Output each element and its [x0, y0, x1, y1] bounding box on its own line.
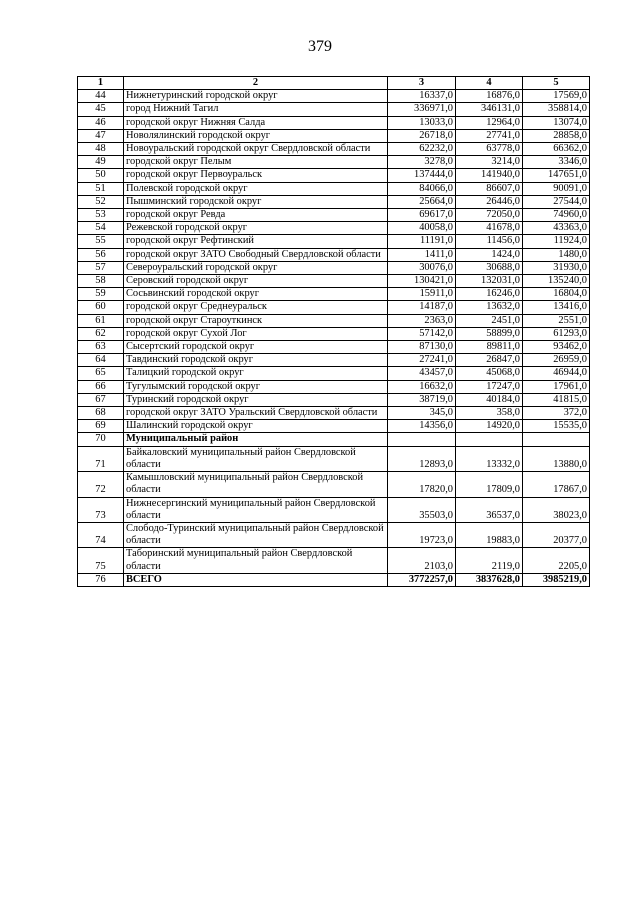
- row-number: 52: [78, 195, 124, 208]
- table-row: [78, 275, 590, 288]
- row-name: Шалинский городской округ: [124, 420, 388, 433]
- row-value-col5: 46944,0: [523, 367, 590, 380]
- row-value-col4: 40184,0: [456, 393, 523, 406]
- row-number: 49: [78, 156, 124, 169]
- row-value-col3: 26718,0: [388, 129, 456, 142]
- row-name: Сысертский городской округ: [124, 341, 388, 354]
- row-value-col4: 58899,0: [456, 327, 523, 340]
- row-value-col4: 26847,0: [456, 354, 523, 367]
- row-number: 67: [78, 393, 124, 406]
- row-number: 66: [78, 380, 124, 393]
- row-value-col3: 57142,0: [388, 327, 456, 340]
- table-row: [78, 367, 590, 380]
- row-value-col4: 3837628,0: [456, 573, 523, 586]
- row-number: 47: [78, 129, 124, 142]
- row-value-col3: 16337,0: [388, 90, 456, 103]
- table-row: [78, 209, 590, 222]
- row-value-col3: 62232,0: [388, 143, 456, 156]
- row-name: городской округ ЗАТО Уральский Свердловской области: [124, 407, 388, 420]
- row-name: Таборинский муниципальный район Свердловской области: [124, 548, 388, 573]
- row-name: городской округ Нижняя Салда: [124, 116, 388, 129]
- row-name: Североуральский городской округ: [124, 261, 388, 274]
- row-value-col4: 16876,0: [456, 90, 523, 103]
- table-row: [78, 143, 590, 156]
- row-name: Сосьвинский городской округ: [124, 288, 388, 301]
- row-value-col4: 14920,0: [456, 420, 523, 433]
- row-value-col5: 15535,0: [523, 420, 590, 433]
- row-value-col5: 2205,0: [523, 548, 590, 573]
- row-value-col3: 2103,0: [388, 548, 456, 573]
- row-value-col4: 13632,0: [456, 301, 523, 314]
- row-value-col4: 2119,0: [456, 548, 523, 573]
- row-value-col5: 28858,0: [523, 129, 590, 142]
- row-name: Серовский городской округ: [124, 275, 388, 288]
- row-number: 58: [78, 275, 124, 288]
- row-value-col4: 11456,0: [456, 235, 523, 248]
- table-row: [78, 573, 590, 586]
- row-value-col3: 3772257,0: [388, 573, 456, 586]
- table-row: [78, 301, 590, 314]
- table-row: [78, 354, 590, 367]
- table-row: [78, 548, 590, 573]
- table-row: [78, 446, 590, 471]
- row-value-col5: 41815,0: [523, 393, 590, 406]
- row-value-col3: 87130,0: [388, 341, 456, 354]
- table-row: [78, 288, 590, 301]
- row-value-col3: 25664,0: [388, 195, 456, 208]
- row-name: ВСЕГО: [124, 573, 388, 586]
- row-value-col3: 84066,0: [388, 182, 456, 195]
- table-row: [78, 327, 590, 340]
- table-row: [78, 261, 590, 274]
- table-row: [78, 433, 590, 446]
- row-value-col4: 30688,0: [456, 261, 523, 274]
- row-name: Нижнесергинский муниципальный район Свердловской области: [124, 497, 388, 522]
- row-number: 53: [78, 209, 124, 222]
- row-number: 65: [78, 367, 124, 380]
- row-value-col5: 93462,0: [523, 341, 590, 354]
- row-value-col4: 3214,0: [456, 156, 523, 169]
- row-number: 76: [78, 573, 124, 586]
- table-row: [78, 248, 590, 261]
- row-value-col5: 13416,0: [523, 301, 590, 314]
- row-value-col4: 2451,0: [456, 314, 523, 327]
- row-value-col5: 13880,0: [523, 446, 590, 471]
- row-number: 44: [78, 90, 124, 103]
- row-number: 75: [78, 548, 124, 573]
- row-value-col5: 2551,0: [523, 314, 590, 327]
- table-row: [78, 116, 590, 129]
- row-value-col4: 45068,0: [456, 367, 523, 380]
- row-value-col4: 132031,0: [456, 275, 523, 288]
- row-value-col5: 358814,0: [523, 103, 590, 116]
- row-value-col3: 13033,0: [388, 116, 456, 129]
- row-name: Новоуральский городской округ Свердловской области: [124, 143, 388, 156]
- row-value-col4: [456, 433, 523, 446]
- table-row: [78, 156, 590, 169]
- column-header: 4: [456, 77, 523, 90]
- row-value-col4: 17809,0: [456, 472, 523, 497]
- row-name: Пышминский городской округ: [124, 195, 388, 208]
- row-value-col3: 345,0: [388, 407, 456, 420]
- row-name: Тугулымский городской округ: [124, 380, 388, 393]
- table-row: [78, 472, 590, 497]
- row-value-col5: 147651,0: [523, 169, 590, 182]
- row-value-col3: 130421,0: [388, 275, 456, 288]
- row-value-col5: 135240,0: [523, 275, 590, 288]
- row-value-col5: 31930,0: [523, 261, 590, 274]
- row-number: 69: [78, 420, 124, 433]
- column-header: 5: [523, 77, 590, 90]
- row-value-col4: 13332,0: [456, 446, 523, 471]
- row-value-col3: 2363,0: [388, 314, 456, 327]
- row-name: Новолялинский городской округ: [124, 129, 388, 142]
- table-row: [78, 497, 590, 522]
- row-number: 57: [78, 261, 124, 274]
- row-value-col3: 43457,0: [388, 367, 456, 380]
- row-value-col5: 17569,0: [523, 90, 590, 103]
- row-value-col4: 89811,0: [456, 341, 523, 354]
- row-name: Тавдинский городской округ: [124, 354, 388, 367]
- row-value-col4: 63778,0: [456, 143, 523, 156]
- table-row: [78, 314, 590, 327]
- row-name: городской округ Староуткинск: [124, 314, 388, 327]
- column-header: 1: [78, 77, 124, 90]
- row-value-col3: 27241,0: [388, 354, 456, 367]
- table-row: [78, 407, 590, 420]
- row-value-col5: 16804,0: [523, 288, 590, 301]
- data-table: [77, 76, 590, 587]
- table-row: [78, 420, 590, 433]
- row-value-col3: 3278,0: [388, 156, 456, 169]
- row-name: городской округ Пелым: [124, 156, 388, 169]
- row-value-col4: 86607,0: [456, 182, 523, 195]
- row-value-col4: 27741,0: [456, 129, 523, 142]
- row-value-col5: 74960,0: [523, 209, 590, 222]
- row-name: Талицкий городской округ: [124, 367, 388, 380]
- row-value-col4: 1424,0: [456, 248, 523, 261]
- row-number: 51: [78, 182, 124, 195]
- row-value-col5: 26959,0: [523, 354, 590, 367]
- row-value-col5: 1480,0: [523, 248, 590, 261]
- table-row: [78, 235, 590, 248]
- table-row: [78, 90, 590, 103]
- row-name: город Нижний Тагил: [124, 103, 388, 116]
- row-value-col5: 13074,0: [523, 116, 590, 129]
- row-number: 73: [78, 497, 124, 522]
- row-number: 59: [78, 288, 124, 301]
- row-number: 46: [78, 116, 124, 129]
- table-row: [78, 103, 590, 116]
- table-row: [78, 129, 590, 142]
- table-row: [78, 522, 590, 547]
- row-name: городской округ Ревда: [124, 209, 388, 222]
- row-value-col3: 38719,0: [388, 393, 456, 406]
- row-value-col5: 372,0: [523, 407, 590, 420]
- row-name: Туринский городской округ: [124, 393, 388, 406]
- row-value-col3: 137444,0: [388, 169, 456, 182]
- row-name: городской округ Среднеуральск: [124, 301, 388, 314]
- row-value-col3: 14356,0: [388, 420, 456, 433]
- table-row: [78, 182, 590, 195]
- row-value-col3: 11191,0: [388, 235, 456, 248]
- row-value-col3: [388, 433, 456, 446]
- row-number: 72: [78, 472, 124, 497]
- row-value-col5: 66362,0: [523, 143, 590, 156]
- column-header: 2: [124, 77, 388, 90]
- row-value-col3: 15911,0: [388, 288, 456, 301]
- column-header: 3: [388, 77, 456, 90]
- row-value-col3: 17820,0: [388, 472, 456, 497]
- row-value-col3: 16632,0: [388, 380, 456, 393]
- row-number: 68: [78, 407, 124, 420]
- row-value-col3: 69617,0: [388, 209, 456, 222]
- row-value-col5: 3346,0: [523, 156, 590, 169]
- row-value-col5: 27544,0: [523, 195, 590, 208]
- row-name: городской округ ЗАТО Свободный Свердловской области: [124, 248, 388, 261]
- row-number: 64: [78, 354, 124, 367]
- row-number: 61: [78, 314, 124, 327]
- row-value-col4: 36537,0: [456, 497, 523, 522]
- row-value-col4: 141940,0: [456, 169, 523, 182]
- row-value-col3: 35503,0: [388, 497, 456, 522]
- row-number: 48: [78, 143, 124, 156]
- row-value-col5: 61293,0: [523, 327, 590, 340]
- row-number: 60: [78, 301, 124, 314]
- row-number: 54: [78, 222, 124, 235]
- row-value-col3: 1411,0: [388, 248, 456, 261]
- row-name: городской округ Первоуральск: [124, 169, 388, 182]
- row-number: 55: [78, 235, 124, 248]
- row-name: Режевской городской округ: [124, 222, 388, 235]
- row-value-col4: 16246,0: [456, 288, 523, 301]
- row-value-col5: 3985219,0: [523, 573, 590, 586]
- row-value-col4: 41678,0: [456, 222, 523, 235]
- row-name: Камышловский муниципальный район Свердловской области: [124, 472, 388, 497]
- row-number: 63: [78, 341, 124, 354]
- row-value-col3: 19723,0: [388, 522, 456, 547]
- row-name: Слободо-Туринский муниципальный район Свердловской области: [124, 522, 388, 547]
- row-value-col5: 43363,0: [523, 222, 590, 235]
- row-value-col5: 11924,0: [523, 235, 590, 248]
- row-value-col3: 40058,0: [388, 222, 456, 235]
- row-value-col4: 12964,0: [456, 116, 523, 129]
- row-number: 56: [78, 248, 124, 261]
- row-name: городской округ Рефтинский: [124, 235, 388, 248]
- row-number: 45: [78, 103, 124, 116]
- row-value-col4: 358,0: [456, 407, 523, 420]
- row-number: 70: [78, 433, 124, 446]
- row-number: 62: [78, 327, 124, 340]
- table-row: [78, 195, 590, 208]
- row-number: 50: [78, 169, 124, 182]
- row-value-col5: 17961,0: [523, 380, 590, 393]
- row-value-col5: 90091,0: [523, 182, 590, 195]
- row-value-col5: 20377,0: [523, 522, 590, 547]
- table-row: [78, 393, 590, 406]
- table-row: [78, 222, 590, 235]
- row-name: городской округ Сухой Лог: [124, 327, 388, 340]
- row-value-col4: 26446,0: [456, 195, 523, 208]
- row-name: Нижнетуринский городской округ: [124, 90, 388, 103]
- row-name: Байкаловский муниципальный район Свердловской области: [124, 446, 388, 471]
- row-number: 74: [78, 522, 124, 547]
- page-number: 379: [308, 38, 332, 55]
- row-value-col4: 17247,0: [456, 380, 523, 393]
- row-value-col3: 12893,0: [388, 446, 456, 471]
- row-value-col3: 14187,0: [388, 301, 456, 314]
- row-value-col5: [523, 433, 590, 446]
- row-name: Муниципальный район: [124, 433, 388, 446]
- row-value-col3: 30076,0: [388, 261, 456, 274]
- row-value-col4: 346131,0: [456, 103, 523, 116]
- row-number: 71: [78, 446, 124, 471]
- row-value-col4: 19883,0: [456, 522, 523, 547]
- row-value-col5: 38023,0: [523, 497, 590, 522]
- table-header-row: [78, 77, 590, 90]
- table-row: [78, 341, 590, 354]
- table-row: [78, 380, 590, 393]
- row-name: Полевской городской округ: [124, 182, 388, 195]
- row-value-col4: 72050,0: [456, 209, 523, 222]
- row-value-col5: 17867,0: [523, 472, 590, 497]
- table-row: [78, 169, 590, 182]
- row-value-col3: 336971,0: [388, 103, 456, 116]
